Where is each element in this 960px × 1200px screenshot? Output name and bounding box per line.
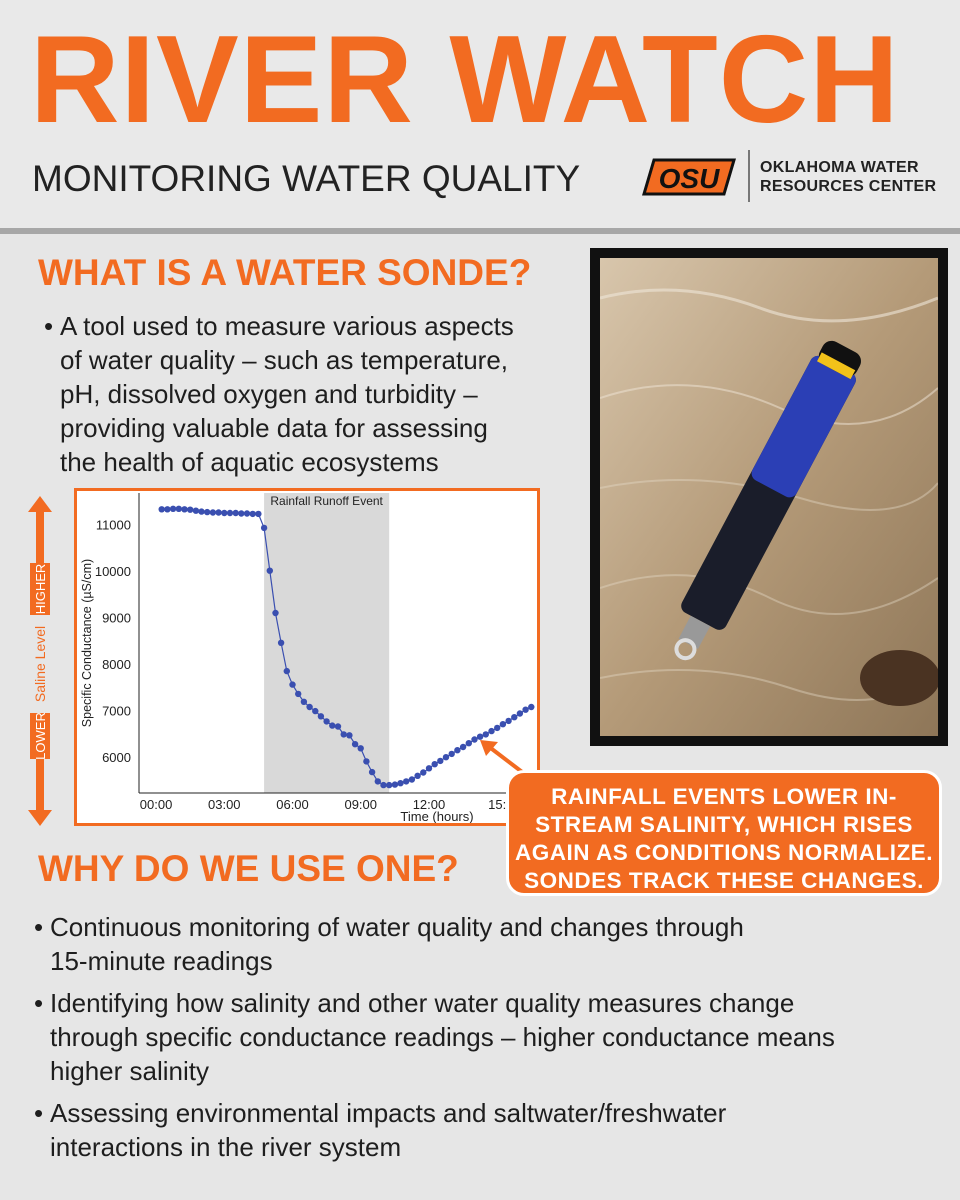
data-point	[181, 506, 187, 512]
data-point	[244, 510, 250, 516]
sonde-definition-line: A tool used to measure various aspects	[60, 311, 514, 341]
reason-line: interactions in the river system	[50, 1132, 402, 1162]
data-point	[392, 781, 398, 787]
saline-mid-label: Saline Level	[32, 625, 48, 703]
sonde-definition-bullet	[44, 309, 580, 479]
saline-level-axis	[20, 496, 60, 826]
data-point	[403, 778, 409, 784]
data-point	[505, 718, 511, 724]
sonde-photo	[590, 248, 948, 746]
data-point	[352, 741, 358, 747]
x-axis-label: Time (hours)	[400, 809, 474, 823]
header	[0, 0, 960, 228]
sonde-photo-illustration	[600, 258, 938, 736]
data-point	[528, 704, 534, 710]
data-point	[341, 731, 347, 737]
data-point	[306, 704, 312, 710]
data-point	[420, 769, 426, 775]
sonde-definition-line: the health of aquatic ecosystems	[60, 447, 439, 477]
data-point	[369, 769, 375, 775]
data-point	[170, 506, 176, 512]
osu-logo-icon	[640, 154, 736, 202]
data-point	[312, 708, 318, 714]
y-tick-label: 7000	[102, 703, 131, 719]
data-point	[164, 506, 170, 512]
data-point	[278, 640, 284, 646]
org-name-line2: RESOURCES CENTER	[760, 178, 937, 195]
sonde-definition-line: pH, dissolved oxygen and turbidity –	[60, 379, 478, 409]
data-point	[159, 506, 165, 512]
data-point	[397, 780, 403, 786]
data-point	[409, 776, 415, 782]
data-point	[363, 758, 369, 764]
x-tick-label: 09:00	[344, 797, 378, 812]
data-point	[284, 668, 290, 674]
data-point	[386, 782, 392, 788]
y-tick-label: 6000	[102, 750, 131, 766]
data-point	[255, 511, 261, 517]
data-point	[176, 506, 182, 512]
x-tick-label: 12:00	[412, 797, 446, 812]
data-point	[454, 747, 460, 753]
reason-line: higher salinity	[50, 1056, 209, 1086]
data-point	[250, 511, 256, 517]
sonde-definition-line: of water quality – such as temperature,	[60, 345, 509, 375]
saline-low-label: LOWER	[33, 712, 48, 760]
rainfall-callout: RAINFALL EVENTS LOWER IN-STREAM SALINITY, WHICH RISES AGAIN AS CONDITIONS NORMALIZE. SONDES TRACK THESE CHANGES.	[506, 770, 942, 896]
section-heading-what: WHAT IS A WATER SONDE?	[38, 252, 532, 293]
y-tick-label: 10000	[94, 564, 131, 580]
data-point	[267, 568, 273, 574]
x-tick-label: 03:00	[208, 797, 241, 812]
y-tick-group	[95, 518, 131, 766]
data-point	[335, 723, 341, 729]
data-point	[318, 713, 324, 719]
logo-text: OSU	[658, 163, 720, 194]
y-axis-label: Specific Conductance (µS/cm)	[80, 558, 94, 728]
data-point	[261, 525, 267, 531]
reason-line: through specific conductance readings – higher conductance means	[50, 1022, 835, 1052]
data-point	[449, 751, 455, 757]
data-point	[193, 508, 199, 514]
data-point	[346, 732, 352, 738]
data-point	[375, 778, 381, 784]
x-tick-label: 15:	[488, 797, 507, 812]
y-tick-label: 8000	[102, 657, 131, 673]
header-divider	[0, 228, 960, 234]
reason-bullet-2	[34, 986, 930, 1088]
y-tick-label: 9000	[102, 610, 131, 626]
data-point	[358, 745, 364, 751]
data-point	[238, 510, 244, 516]
saline-high-label: HIGHER	[33, 563, 48, 615]
data-point	[210, 509, 216, 515]
bullet-dot: •	[34, 912, 44, 942]
x-tick-label: 06:00	[276, 797, 309, 812]
data-point	[437, 758, 443, 764]
sonde-definition-line: providing valuable data for assessing	[60, 413, 488, 443]
y-tick-label: 11000	[95, 517, 131, 533]
org-name	[760, 158, 936, 196]
org-logo-block	[640, 150, 940, 206]
data-point	[272, 610, 278, 616]
data-point	[289, 681, 295, 687]
data-point	[500, 721, 506, 727]
data-point	[426, 765, 432, 771]
data-point	[460, 744, 466, 750]
data-point	[198, 508, 204, 514]
data-point	[204, 509, 210, 515]
data-point	[221, 510, 227, 516]
data-point	[233, 510, 239, 516]
reason-line: 15-minute readings	[50, 946, 273, 976]
data-point	[329, 722, 335, 728]
data-point	[511, 714, 517, 720]
data-point	[522, 707, 528, 713]
bullet-dot: •	[34, 1098, 44, 1128]
data-point	[432, 761, 438, 767]
org-name-line1: OKLAHOMA WATER	[760, 159, 919, 176]
page-title: RIVER WATCH	[30, 11, 900, 149]
page-subtitle: MONITORING WATER QUALITY	[32, 158, 581, 199]
reason-bullet-3	[34, 1096, 930, 1164]
data-point	[295, 691, 301, 697]
reason-line: Assessing environmental impacts and saltwater/freshwater	[50, 1098, 727, 1128]
data-point	[301, 699, 307, 705]
data-point	[227, 510, 233, 516]
data-point	[517, 710, 523, 716]
data-point	[380, 782, 386, 788]
logo-divider	[748, 150, 750, 202]
data-point	[187, 507, 193, 513]
chart-svg	[77, 491, 537, 823]
section-heading-why: WHY DO WE USE ONE?	[38, 848, 459, 889]
reason-bullet-1	[34, 910, 930, 978]
reason-line: Continuous monitoring of water quality and changes through	[50, 912, 744, 942]
bullet-dot: •	[34, 988, 44, 1018]
data-point	[323, 718, 329, 724]
data-point	[414, 773, 420, 779]
data-point	[443, 754, 449, 760]
rainfall-event-label: Rainfall Runoff Event	[270, 494, 383, 508]
data-point	[215, 509, 221, 515]
x-tick-label: 00:00	[139, 797, 173, 812]
bullet-dot: •	[44, 311, 54, 341]
reason-line: Identifying how salinity and other water quality measures change	[50, 988, 795, 1018]
